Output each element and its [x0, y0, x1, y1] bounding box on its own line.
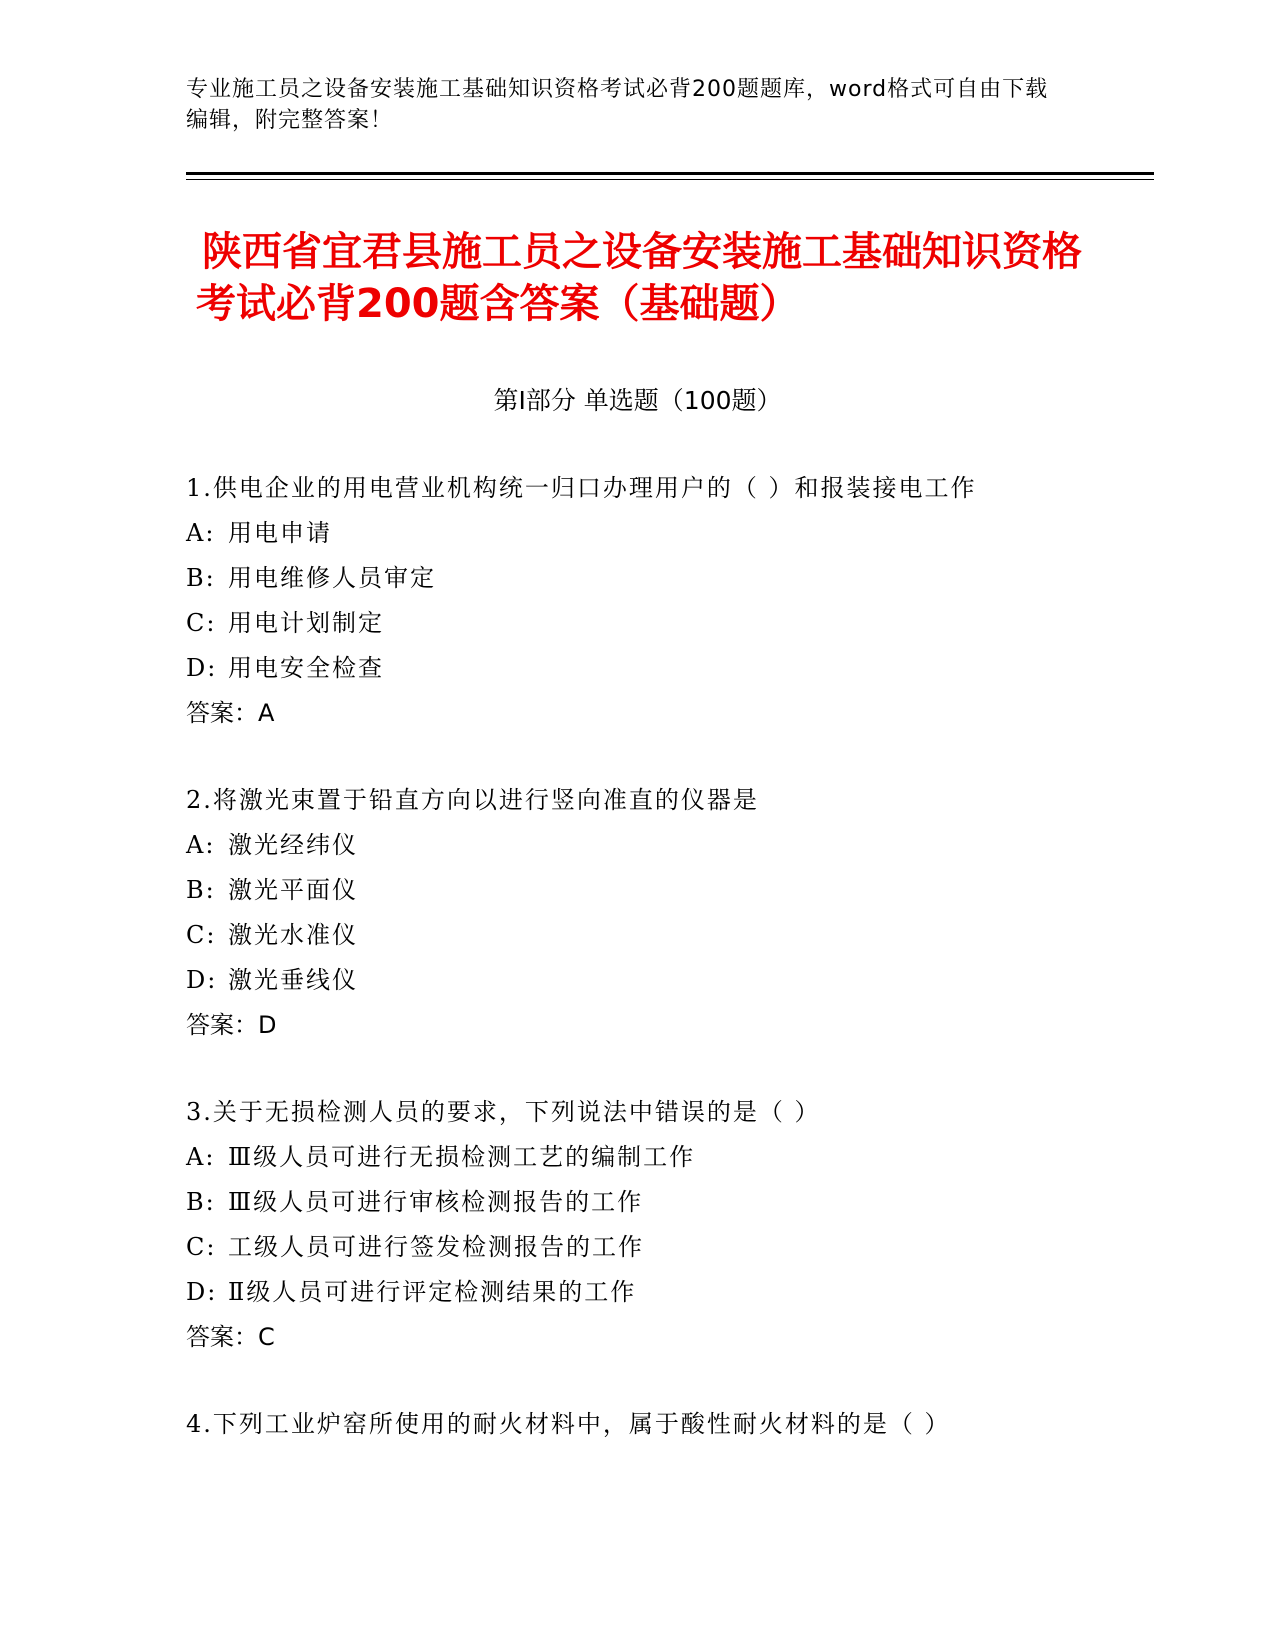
- section-heading: 第Ⅰ部分 单选题（100题）: [493, 386, 782, 415]
- option-a: [186, 1142, 1146, 1187]
- header-note: 专业施工员之设备安装施工基础知识资格考试必背200题题库，word格式可自由下载编辑，附完整答案！: [186, 77, 1049, 133]
- option-a: [186, 830, 1146, 875]
- option-d: [186, 1277, 1146, 1322]
- option-letter: C:: [186, 921, 217, 949]
- option-text: 用电计划制定: [228, 609, 384, 637]
- option-text: 激光垂线仪: [228, 966, 358, 994]
- option-c: [186, 608, 1146, 653]
- option-letter: A:: [186, 831, 216, 859]
- option-b: [186, 563, 1146, 608]
- option-letter: A:: [186, 519, 216, 547]
- option-text: Ⅲ级人员可进行无损检测工艺的编制工作: [228, 1143, 696, 1171]
- option-text: 激光平面仪: [228, 876, 358, 904]
- option-letter: C:: [186, 609, 217, 637]
- option-b: [186, 875, 1146, 920]
- option-b: [186, 1187, 1146, 1232]
- question-stem: 2.将激光束置于铅直方向以进行竖向准直的仪器是: [186, 786, 759, 814]
- option-letter: D:: [186, 654, 218, 682]
- question-4: [186, 1409, 1146, 1454]
- option-letter: B:: [186, 564, 216, 592]
- question-stem: 4.下列工业炉窑所使用的耐火材料中，属于酸性耐火材料的是（ ）: [186, 1410, 951, 1438]
- answer-line: 答案：C: [186, 1323, 275, 1351]
- header-divider-thin: [186, 179, 1154, 180]
- question-stem: 1.供电企业的用电营业机构统一归口办理用户的（ ）和报装接电工作: [186, 474, 977, 502]
- option-d: [186, 965, 1146, 1010]
- question-2: [186, 785, 1146, 1055]
- option-c: [186, 1232, 1146, 1277]
- option-text: 激光经纬仪: [228, 831, 358, 859]
- answer-line: 答案：A: [186, 699, 275, 727]
- header-divider-thick: [186, 172, 1154, 175]
- document-title: 陕西省宜君县施工员之设备安装施工基础知识资格考试必背200题含答案（基础题）: [196, 229, 1082, 327]
- option-text: 用电安全检查: [228, 654, 384, 682]
- question-3: [186, 1097, 1146, 1367]
- option-text: 用电维修人员审定: [228, 564, 436, 592]
- answer-line: 答案：D: [186, 1011, 277, 1039]
- option-letter: B:: [186, 1188, 216, 1216]
- option-letter: D:: [186, 1278, 218, 1306]
- option-text: 工级人员可进行签发检测报告的工作: [228, 1233, 644, 1261]
- option-text: 激光水准仪: [228, 921, 358, 949]
- option-letter: D:: [186, 966, 218, 994]
- option-c: [186, 920, 1146, 965]
- option-text: Ⅲ级人员可进行审核检测报告的工作: [228, 1188, 644, 1216]
- option-text: 用电申请: [228, 519, 332, 547]
- option-letter: C:: [186, 1233, 217, 1261]
- question-stem: 3.关于无损检测人员的要求，下列说法中错误的是（ ）: [186, 1098, 821, 1126]
- option-a: [186, 518, 1146, 563]
- option-d: [186, 653, 1146, 698]
- question-1: [186, 473, 1146, 743]
- question-list: [186, 473, 1146, 1496]
- option-letter: B:: [186, 876, 216, 904]
- option-letter: A:: [186, 1143, 216, 1171]
- option-text: Ⅱ级人员可进行评定检测结果的工作: [228, 1278, 637, 1306]
